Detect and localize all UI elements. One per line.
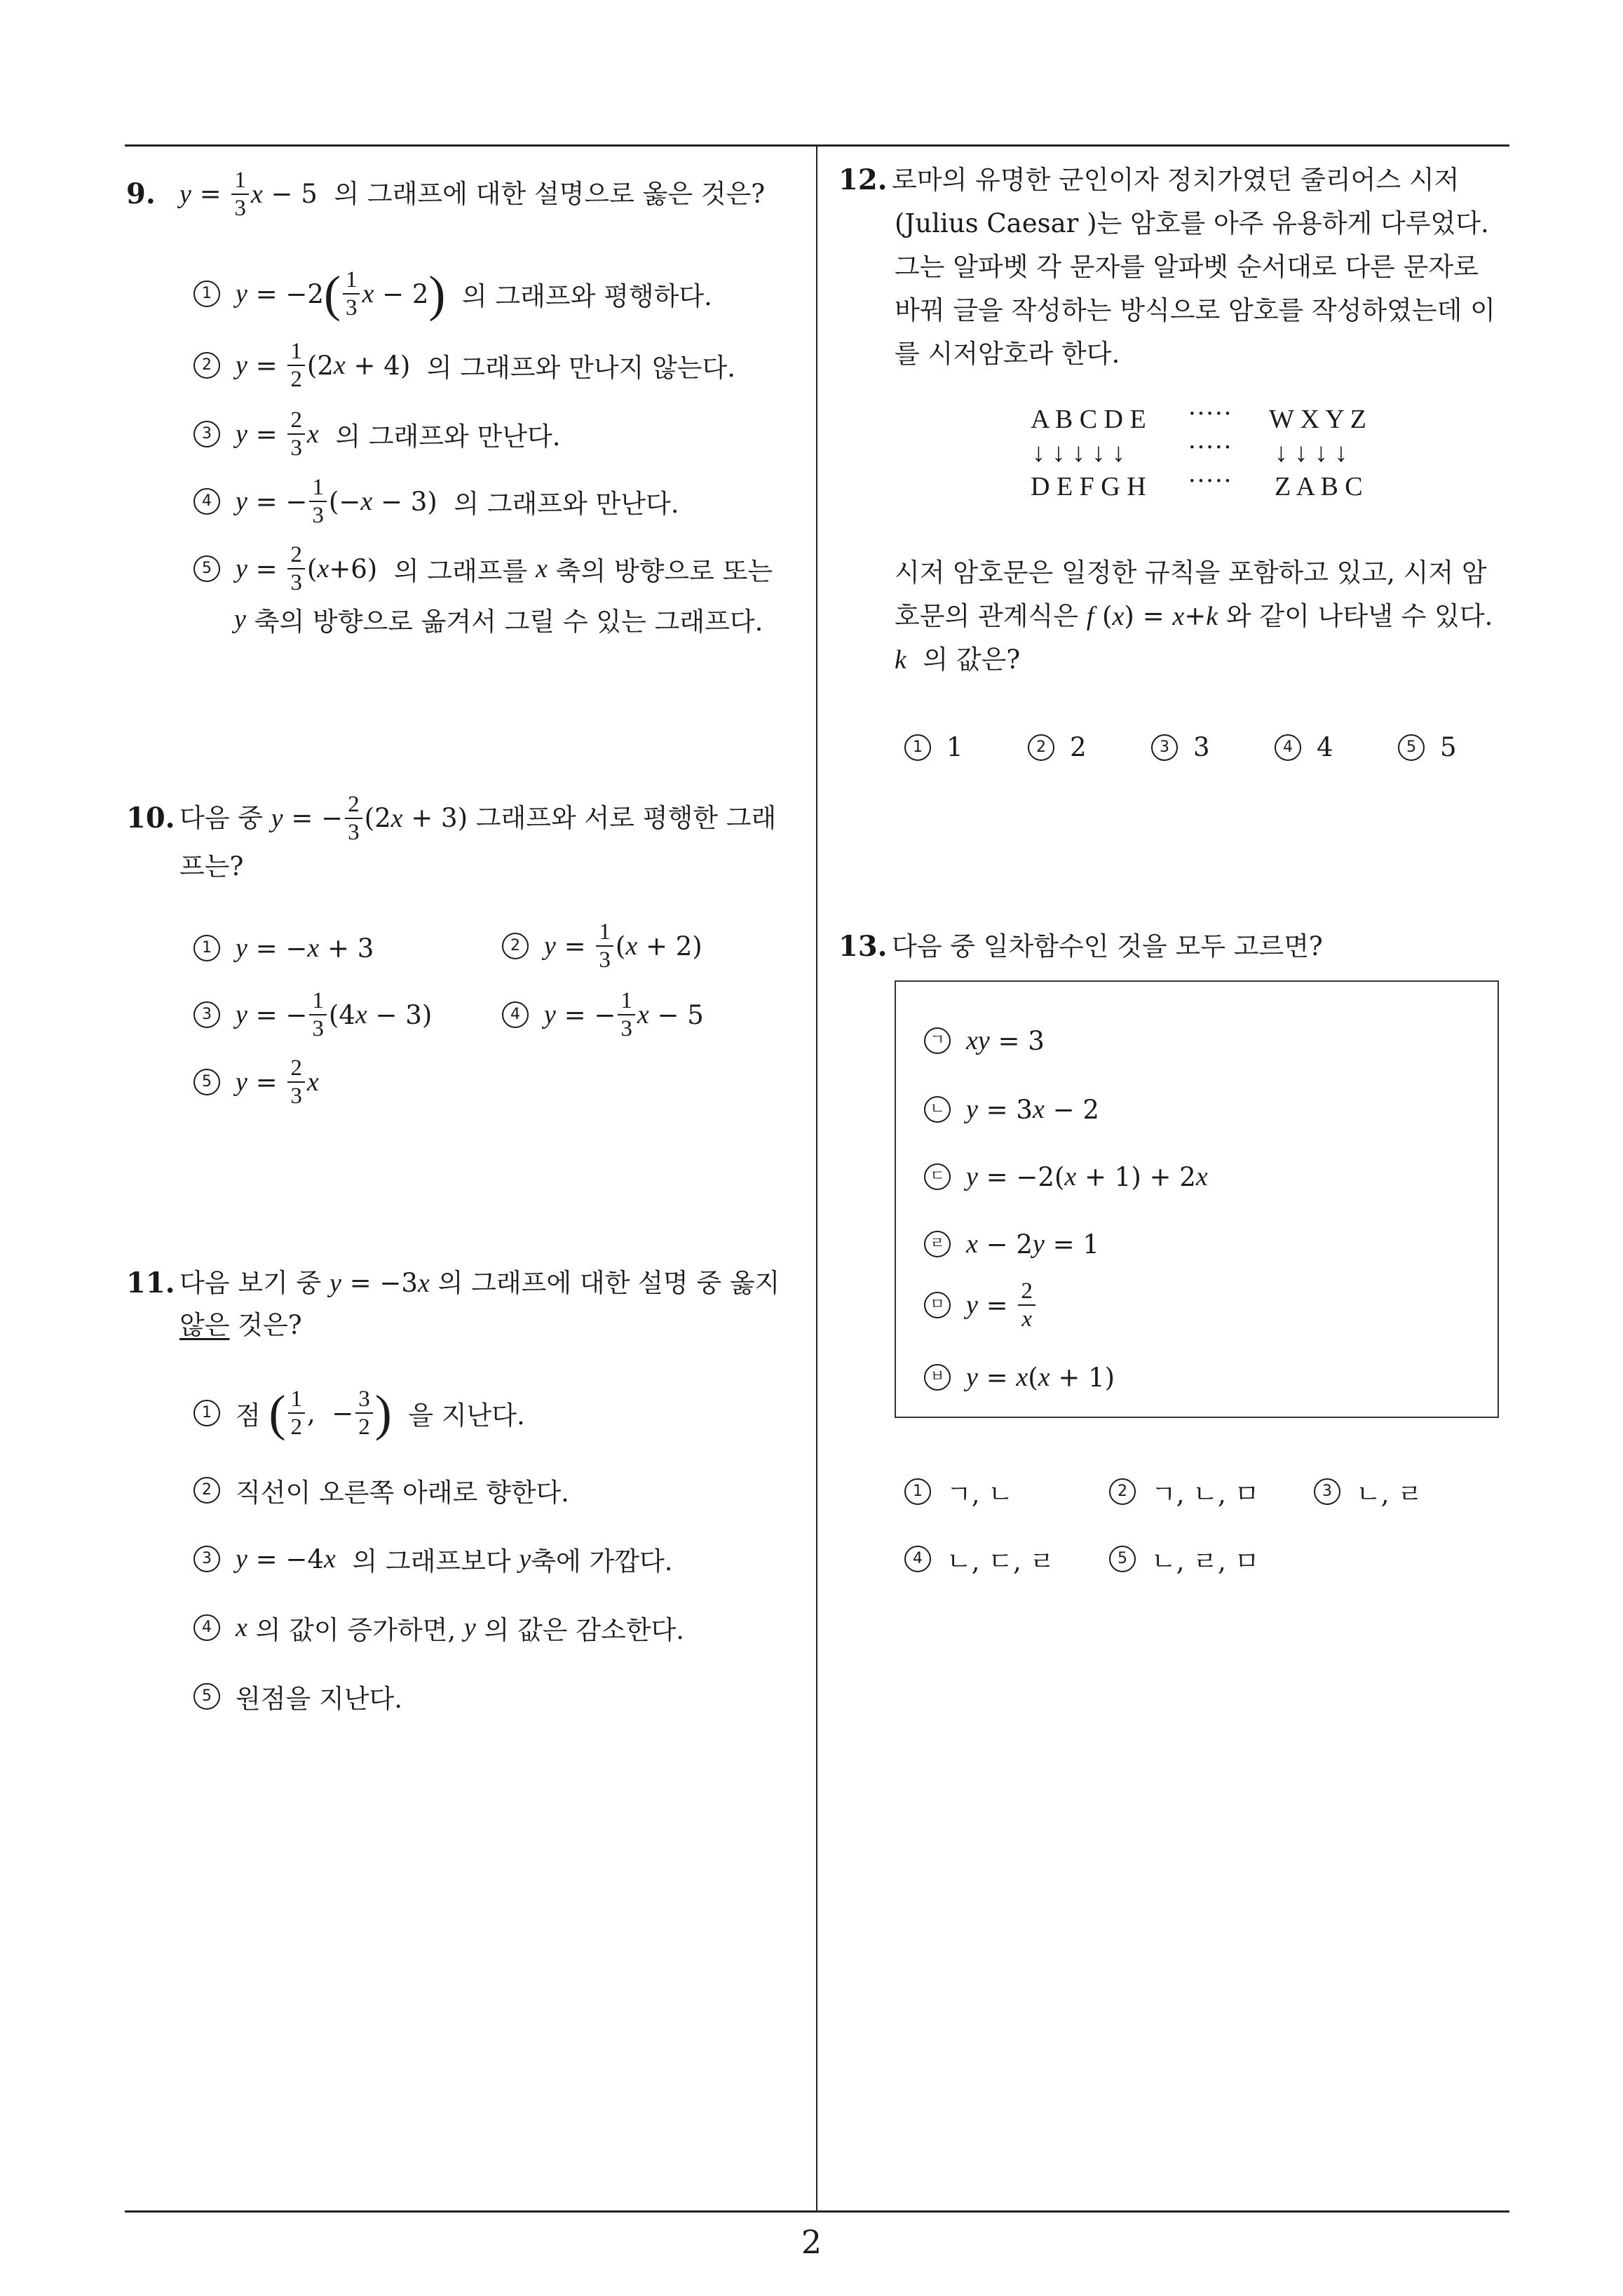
q9-option-5[interactable]: 5 y = $\frac{2}{3}$ ( x +6) 의 그래프를 x 축의 방향으로 또는: [193, 541, 773, 596]
box-item-1: ㄱ xy = 3: [924, 1025, 1045, 1056]
q10-option-3[interactable]: 3 y = − $\frac{1}{3}$ (4 x − 3): [193, 987, 432, 1042]
q11-option-5[interactable]: 5 원점을 지난다.: [193, 1677, 402, 1715]
q12-line-4: 바꿔 글을 작성하는 방식으로 암호를 작성하였는데 이: [895, 295, 1495, 325]
q9-option-4[interactable]: 4 y = − $\frac{1}{3}$ (− x − 3) 의 그래프와 만난다.: [193, 474, 679, 529]
q13-option-3[interactable]: 3 ㄴ, ㄹ: [1314, 1473, 1422, 1511]
q9-option-5-line2: y 축의 방향으로 옮겨서 그릴 수 있는 그래프다.: [234, 605, 763, 637]
question-stem: 다음 중 y = − $\frac{2}{3}$ (2 x + 3) 그래프와 서로 평행한 그래: [179, 792, 777, 845]
question-stem-line2: 않은 것은?: [179, 1310, 302, 1340]
question-number: 9.: [126, 177, 156, 210]
q9-option-3[interactable]: 3 y = $\frac{2}{3}$ x 의 그래프와 만난다.: [193, 407, 561, 461]
question-number: 13.: [838, 930, 888, 963]
box-item-3: ㄷ y = −2( x + 1) + 2 x: [924, 1161, 1208, 1192]
q12-option-1[interactable]: 1 1: [904, 732, 963, 762]
q12-option-5[interactable]: 5 5: [1398, 732, 1457, 762]
bottom-rule: [125, 2210, 1509, 2213]
q11-option-2[interactable]: 2 직선이 오른쪽 아래로 향한다.: [193, 1471, 569, 1509]
q10-option-4[interactable]: 4 y = − $\frac{1}{3}$ x − 5: [502, 987, 704, 1042]
question-stem: 다음 보기 중 y = −3 x 의 그래프에 대한 설명 중 옳지: [179, 1268, 780, 1298]
cipher-arrows-end: ↓ ↓ ↓ ↓: [1275, 438, 1348, 468]
question-13: [838, 926, 1512, 968]
q12-line-2: (Julius Caesar )는 암호를 아주 유용하게 다루었다.: [895, 208, 1489, 238]
page-number: 2: [801, 2223, 822, 2261]
q10-option-1[interactable]: 1 y = − x + 3: [193, 933, 374, 964]
q12-line-3: 그는 알파벳 각 문자를 알파벳 순서대로 다른 문자로: [895, 252, 1479, 282]
cipher-dots: ·····: [1188, 399, 1232, 428]
q10-option-5[interactable]: 5 y = $\frac{2}{3}$ x: [193, 1055, 319, 1109]
q11-option-3[interactable]: 3 y = −4 x 의 그래프보다 y 축에 가깝다.: [193, 1540, 672, 1578]
box-item-4: ㄹ x − 2 y = 1: [924, 1229, 1099, 1260]
question-stem: 다음 중 일차함수인 것을 모두 고르면?: [892, 931, 1323, 961]
question-stem: y = $\frac{1}{3}$ x − 5 의 그래프에 대한 설명으로 옳은 것은?: [179, 168, 766, 221]
box-item-5: ㅁ y = $\frac{2}{x}$: [924, 1278, 1038, 1332]
box-item-2: ㄴ y = 3 x − 2: [924, 1094, 1099, 1125]
question-stem-line2: 프는?: [179, 851, 244, 882]
q12-option-4[interactable]: 4 4: [1275, 732, 1333, 762]
q11-option-1[interactable]: 1 점 ( $\frac{1}{2}$ , − $\frac{3}{2}$ ) 을 지난다.: [193, 1386, 525, 1440]
question-number: 11.: [126, 1267, 175, 1299]
cipher-dots: ·····: [1188, 466, 1232, 496]
q12-option-3[interactable]: 3 3: [1151, 732, 1210, 762]
q9-option-1[interactable]: 1 y = −2 ( $\frac{1}{3}$ x − 2 ) 의 그래프와 평행하다.: [193, 266, 712, 321]
q10-option-2[interactable]: 2 y = $\frac{1}{3}$ ( x + 2): [502, 919, 702, 973]
cipher-code-start: D E F G H: [1031, 472, 1146, 501]
question-11: [126, 1262, 799, 1346]
q9-option-2[interactable]: 2 y = $\frac{1}{2}$ (2 x + 4) 의 그래프와 만나지 않는다.: [193, 338, 735, 393]
question-10: [126, 791, 799, 888]
question-number: 10.: [126, 802, 175, 835]
q12-line-5: 를 시저암호라 한다.: [895, 339, 1120, 369]
question-12: [838, 158, 1512, 376]
q13-option-5[interactable]: 5 ㄴ, ㄹ, ㅁ: [1109, 1540, 1259, 1578]
cipher-arrows-start: ↓ ↓ ↓ ↓ ↓: [1032, 438, 1125, 468]
cipher-plain-start: A B C D E: [1031, 405, 1146, 434]
question-9: [126, 167, 799, 222]
cipher-dots: ·····: [1188, 433, 1232, 462]
q12-option-2[interactable]: 2 2: [1028, 732, 1087, 762]
q11-option-4[interactable]: 4 x 의 값이 증가하면, y 의 값은 감소한다.: [193, 1609, 684, 1647]
cipher-code-end: Z A B C: [1275, 472, 1363, 501]
q13-option-4[interactable]: 4 ㄴ, ㄷ, ㄹ: [904, 1540, 1054, 1578]
q12-line-1: 로마의 유명한 군인이자 정치가였던 줄리어스 시저: [892, 165, 1460, 195]
column-divider: [816, 144, 817, 2210]
box-item-6: ㅂ y = x ( x + 1): [924, 1362, 1115, 1393]
q13-option-2[interactable]: 2 ㄱ, ㄴ, ㅁ: [1109, 1473, 1259, 1511]
cipher-plain-end: W X Y Z: [1269, 405, 1366, 434]
q12-relation-text: 시저 암호문은 일정한 규칙을 포함하고 있고, 시저 암 호문의 관계식은 f (x) = x+k 와 같이 나타낼 수 있다. k 의 값은?: [895, 558, 1493, 675]
q13-choice-box: [895, 980, 1499, 1418]
question-number: 12.: [838, 163, 888, 196]
q13-option-1[interactable]: 1 ㄱ, ㄴ: [904, 1473, 1013, 1511]
